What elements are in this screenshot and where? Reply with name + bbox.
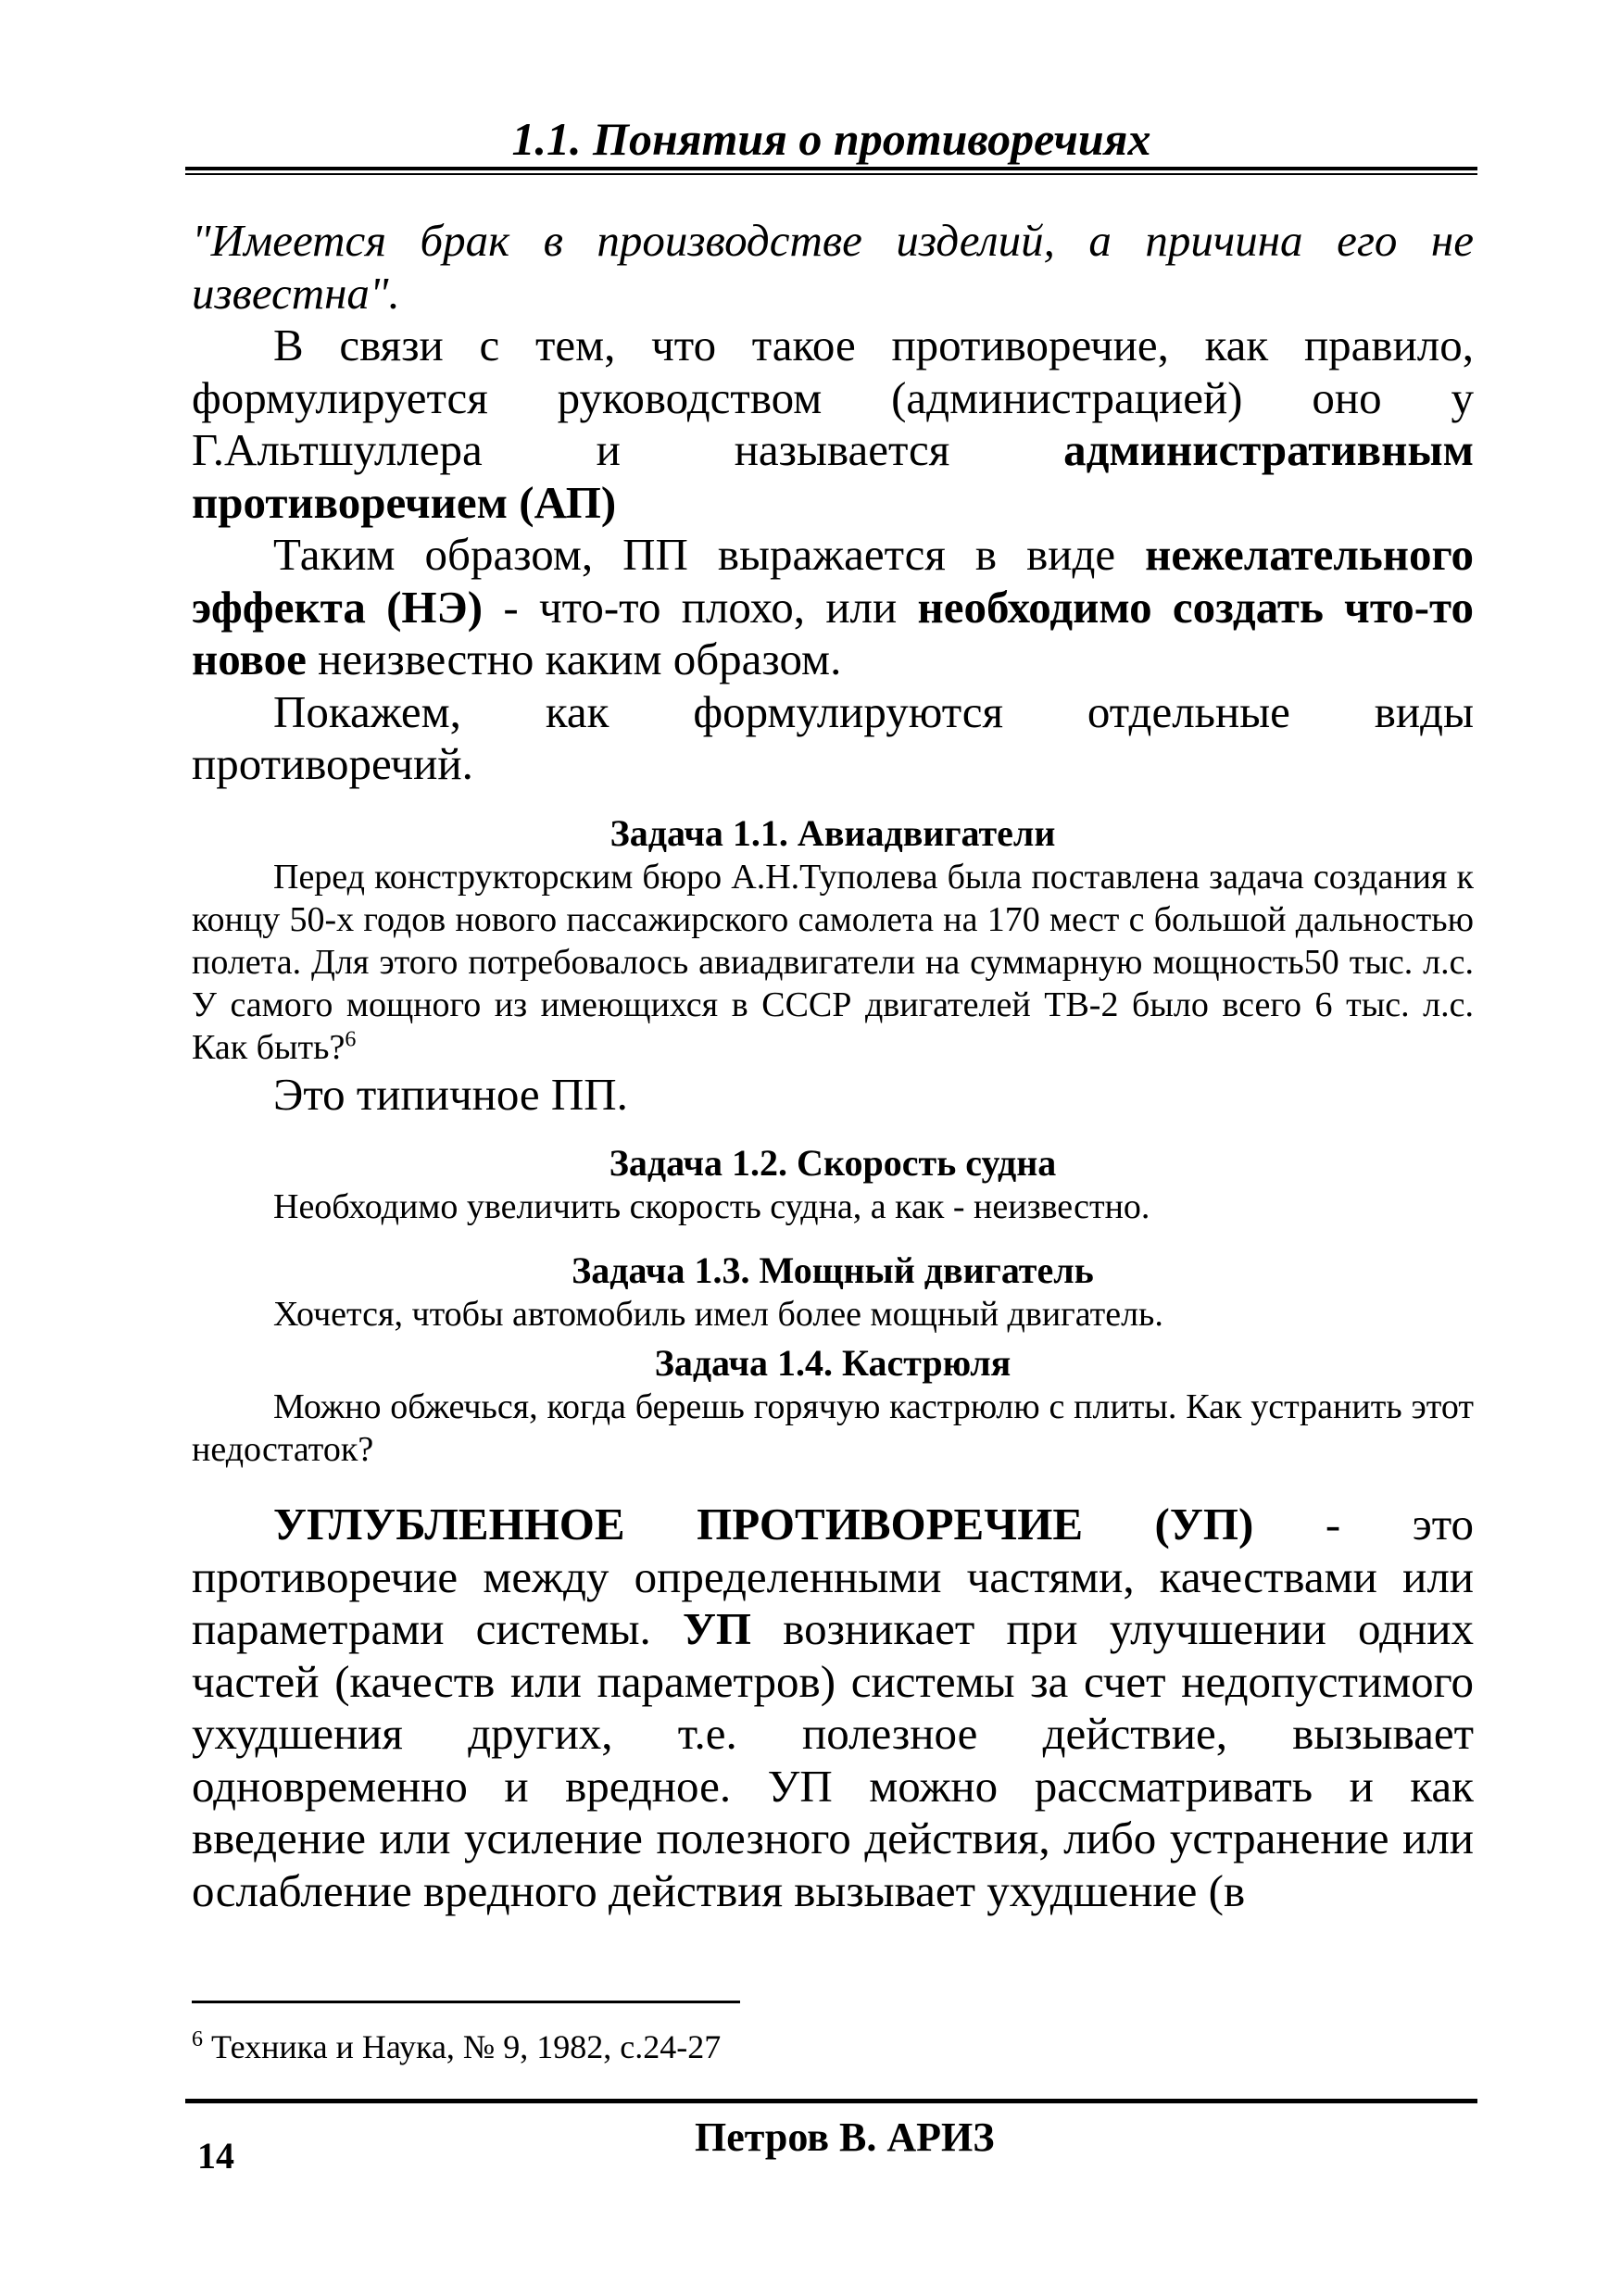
footnote xyxy=(192,2026,721,2067)
page-number: 14 xyxy=(197,2135,234,2177)
quote-paragraph: "Имеется брак в производстве изделий, а причина его не известна". xyxy=(192,215,1474,319)
paragraph-up-text-2: возникает при улучшении одних частей (качеств или параметров) системы за счет недопустимого ухудшения других, т.е. полезное действие, вызывает одновременно и вредное. УП можно рассматривать и как введение или усиление полезного действия, либо устранение или ослабление вредного действия вызывает ухудшение (в xyxy=(192,1603,1474,1916)
footnote-rule xyxy=(192,2001,740,2003)
paragraph-ap xyxy=(192,320,1474,529)
footer-author: Петров В. АРИЗ xyxy=(695,2114,995,2160)
paragraph-pp-text-2: - что-то плохо, или xyxy=(483,581,918,633)
term-up: УГЛУБЛЕННОЕ ПРОТИВОРЕЧИЕ (УП) xyxy=(273,1499,1254,1549)
term-ne: нежелательного эффекта (НЭ) xyxy=(192,529,1474,633)
running-title: 1.1. Понятия о противоречиях xyxy=(511,113,1151,165)
term-new: необходимо создать что-то новое xyxy=(192,581,1474,684)
main-text xyxy=(192,215,1474,1917)
term-up-short: УП xyxy=(682,1603,752,1654)
task-4-text: Можно обжечься, когда берешь горячую кастрюлю с плиты. Как устранить этот недостаток? xyxy=(192,1387,1474,1469)
footnote-ref: 6 xyxy=(345,1026,357,1051)
task-2-title: Задача 1.2. Скорость судна xyxy=(609,1142,1057,1184)
paragraph-pp-text-1: Таким образом, ПП выражается в виде xyxy=(273,529,1146,580)
paragraph-ap-text: В связи с тем, что такое противоречие, как правило, формулируется руководством (администрацией) оно у Г.Альтшуллера и называется xyxy=(192,320,1474,475)
header-rule xyxy=(185,167,1477,175)
paragraph-up-text-1: - это противоречие между определенными частями, качествами или параметрами системы. xyxy=(192,1499,1474,1654)
task-1-text xyxy=(192,856,1474,1069)
paragraph-pp-text-3: неизвестно каким образом. xyxy=(306,634,842,684)
task-4-title: Задача 1.4. Кастрюля xyxy=(654,1342,1012,1384)
footer-rule xyxy=(185,2099,1477,2103)
term-ap: административным противоречием (АП) xyxy=(192,424,1474,528)
paragraph-pp xyxy=(192,529,1474,686)
task-3-text: Хочется, чтобы автомобиль имел более мощный двигатель. xyxy=(273,1295,1163,1334)
paragraph-typical: Это типичное ПП. xyxy=(273,1068,628,1120)
task-1-title: Задача 1.1. Авиадвигатели xyxy=(609,811,1056,854)
footnote-text: Техника и Наука, № 9, 1982, с.24-27 xyxy=(203,2028,722,2065)
task-2-text: Необходимо увеличить скорость судна, а как - неизвестно. xyxy=(273,1187,1150,1226)
paragraph-up xyxy=(192,1499,1474,1917)
task-3-title: Задача 1.3. Мощный двигатель xyxy=(572,1249,1094,1291)
paragraph-show: Покажем, как формулируются отдельные виды противоречий. xyxy=(192,685,1474,789)
footnote-number: 6 xyxy=(192,2027,203,2051)
task-1-body: Перед конструкторским бюро А.Н.Туполева была поставлена задача создания к концу 50-х годов нового пассажирского самолета на 170 мест с большой дальностью полета. Для этого потребовалось авиадвигатели на суммарную мощность50 тыс. л.с. У самого мощного из имеющихся в СССР двигателей ТВ-2 было всего 6 тыс. л.с. Как быть? xyxy=(192,857,1474,1067)
